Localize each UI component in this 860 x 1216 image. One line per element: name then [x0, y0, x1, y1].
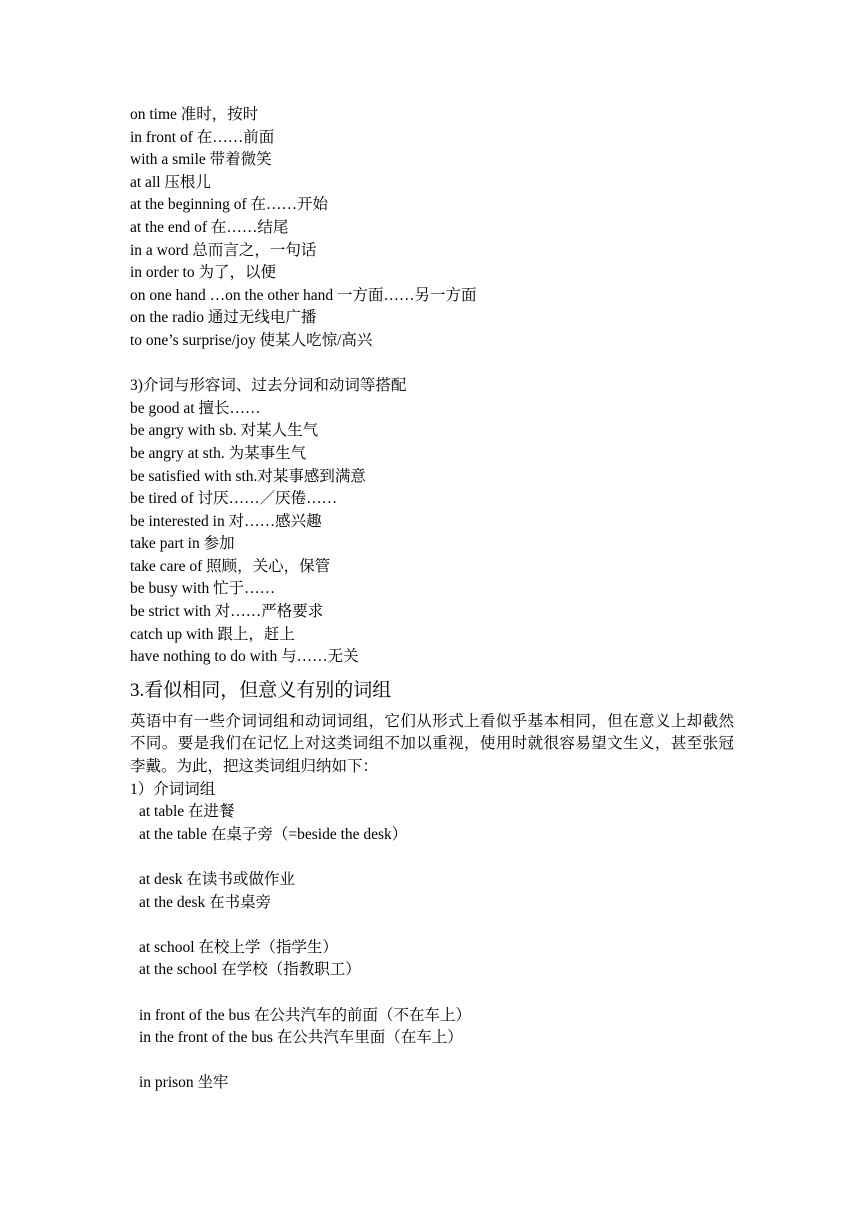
list-item: to one’s surprise/joy 使某人吃惊/高兴: [130, 331, 373, 349]
main-heading: 3.看似相同，但意义有别的词组: [130, 679, 392, 701]
list-item: take part in 参加: [130, 535, 235, 553]
list-item: in order to 为了，以便: [130, 264, 276, 282]
list-item: be strict with 对……严格要求: [130, 603, 324, 621]
list-item: be satisfied with sth.对某事感到满意: [130, 467, 366, 485]
list-item: be angry at sth. 为某事生气: [130, 444, 307, 462]
pair-item: in prison 坐牢: [139, 1074, 229, 1092]
list-item: catch up with 跟上，赶上: [130, 625, 295, 643]
section-heading: 3)介词与形容词、过去分词和动词等搭配: [130, 377, 407, 395]
phrase-list-b: [130, 398, 750, 669]
phrase-list-a: [130, 104, 750, 353]
list-item: at the beginning of 在……开始: [130, 196, 329, 214]
list-item: on the radio 通过无线电广播: [130, 309, 317, 327]
list-item: with a smile 带着微笑: [130, 151, 272, 169]
spacer: [130, 982, 750, 1005]
list-item: be good at 擅长……: [130, 399, 261, 417]
list-item: be busy with 忙于……: [130, 580, 276, 598]
pair-item: at school 在校上学（指学生）: [139, 938, 338, 956]
pair-item: in front of the bus 在公共汽车的前面（不在车上）: [139, 1006, 471, 1024]
pair-item: at the table 在桌子旁（=beside the desk）: [139, 825, 408, 843]
list-item: on time 准时，按时: [130, 106, 259, 123]
phrase-pairs: [130, 801, 750, 1095]
spacer: [130, 846, 750, 869]
list-item: be interested in 对……感兴趣: [130, 512, 322, 530]
list-item: in front of 在……前面: [130, 128, 275, 146]
sub-heading: 1）介词词组: [130, 780, 216, 798]
list-item: take care of 照顾，关心，保管: [130, 557, 331, 575]
spacer: [130, 353, 750, 376]
spacer: [130, 914, 750, 937]
pair-item: at table 在进餐: [139, 803, 235, 821]
list-item: at the end of 在……结尾: [130, 218, 289, 236]
list-item: at all 压根儿: [130, 173, 211, 191]
pair-item: at the desk 在书桌旁: [139, 893, 272, 911]
list-item: on one hand …on the other hand 一方面……另一方面: [130, 286, 477, 304]
spacer: [130, 1050, 750, 1073]
list-item: be angry with sb. 对某人生气: [130, 422, 319, 440]
pair-item: at desk 在读书或做作业: [139, 871, 295, 888]
pair-item: at the school 在学校（指教职工）: [139, 961, 361, 979]
list-item: have nothing to do with 与……无关: [130, 648, 359, 666]
intro-paragraph: 英语中有一些介词词组和动词词组，它们从形式上看似乎基本相同，但在意义上却截然不同。要是我们在记忆上对这类词组不加以重视，使用时就很容易望文生义，甚至张冠李戴。为此，把这类词组归纳如下：: [130, 712, 734, 776]
list-item: be tired of 讨厌……／厌倦……: [130, 490, 338, 508]
list-item: in a word 总而言之，一句话: [130, 241, 317, 259]
document-content: [130, 104, 750, 1095]
pair-item: in the front of the bus 在公共汽车里面（在车上）: [139, 1029, 463, 1047]
